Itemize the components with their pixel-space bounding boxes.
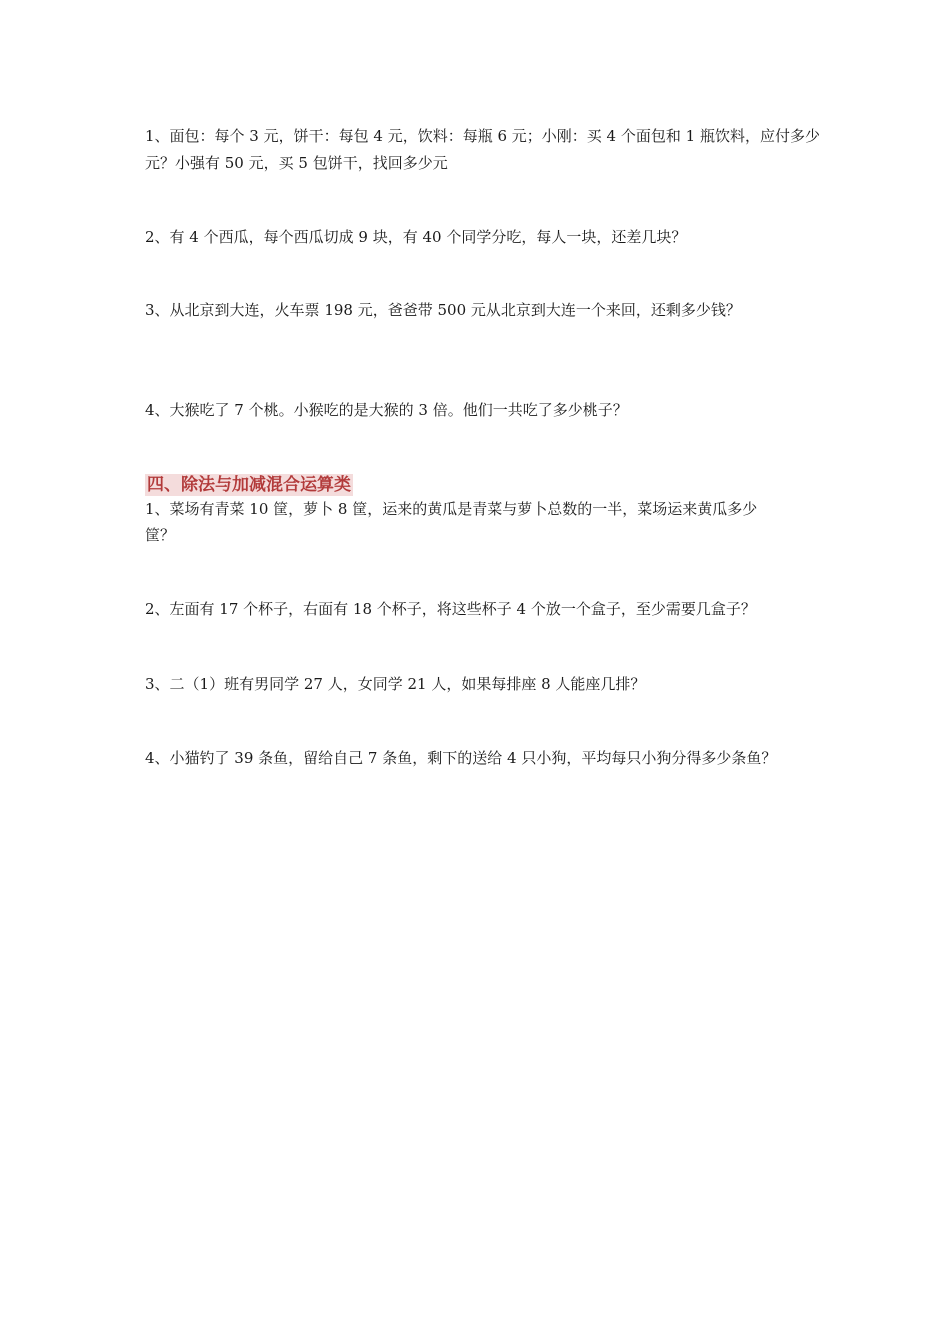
problem-3-1-line-1: 1、面包：每个 3 元，饼干：每包 4 元，饮料：每瓶 6 元；小刚：买 4 个面包和 1 瓶饮料，应付多少	[145, 127, 820, 145]
problem-3-1-line-2: 元？小强有 50 元，买 5 包饼干，找回多少元	[145, 154, 448, 172]
problem-4-2: 2、左面有 17 个杯子，右面有 18 个杯子，将这些杯子 4 个放一个盒子，至少需要几盒子？	[145, 600, 756, 618]
problem-3-2: 2、有 4 个西瓜，每个西瓜切成 9 块，有 40 个同学分吃，每人一块，还差几块？	[145, 228, 687, 246]
problem-3-4: 4、大猴吃了 7 个桃。小猴吃的是大猴的 3 倍。他们一共吃了多少桃子？	[145, 401, 628, 419]
problem-4-1-line-1: 1、菜场有青菜 10 筐，萝卜 8 筐，运来的黄瓜是青菜与萝卜总数的一半，菜场运来黄瓜多少	[145, 500, 758, 518]
problem-4-3: 3、二（1）班有男同学 27 人，女同学 21 人，如果每排座 8 人能座几排？	[145, 675, 646, 693]
problem-4-1-line-2: 筐？	[145, 526, 176, 544]
problem-3-3: 3、从北京到大连，火车票 198 元，爸爸带 500 元从北京到大连一个来回，还剩多少钱？	[145, 301, 741, 319]
section-4-heading: 四、除法与加减混合运算类	[147, 475, 351, 495]
problem-4-4: 4、小猫钓了 39 条鱼，留给自己 7 条鱼，剩下的送给 4 只小狗，平均每只小狗分得多少条鱼？	[145, 749, 777, 767]
